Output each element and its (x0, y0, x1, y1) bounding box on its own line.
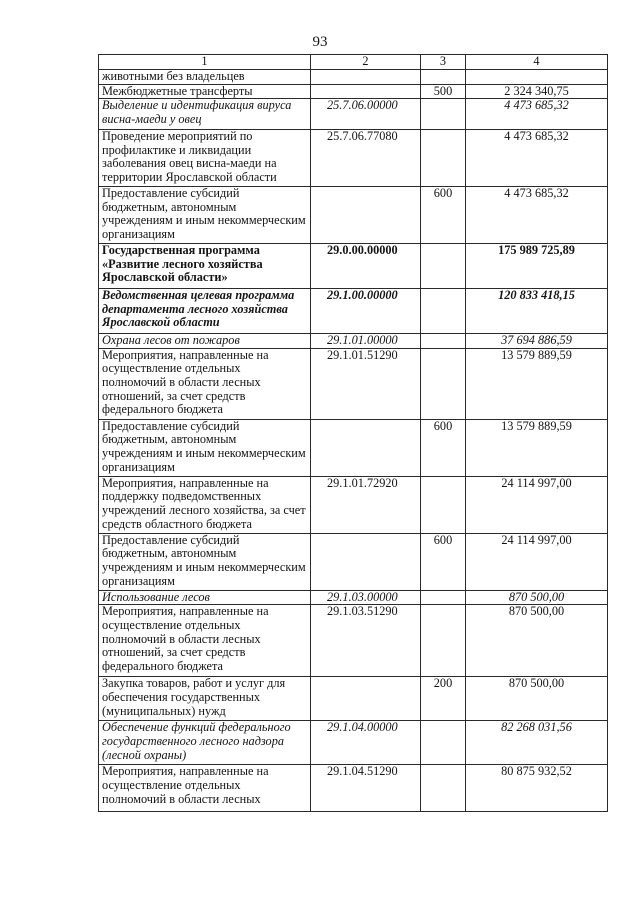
row-name: Использование лесов (99, 590, 311, 605)
row-name: животными без владельцев (99, 70, 311, 85)
row-amount: 870 500,00 (466, 590, 608, 605)
row-type (421, 348, 466, 419)
row-name: Мероприятия, направленные на осуществление отдельных полномочий в области лесных (99, 765, 311, 812)
table-row (99, 721, 608, 765)
table-row (99, 99, 608, 130)
row-code: 29.1.01.72920 (311, 476, 421, 533)
row-amount: 4 473 685,32 (466, 99, 608, 130)
row-code (311, 419, 421, 476)
table-row (99, 334, 608, 349)
row-code: 29.1.01.51290 (311, 348, 421, 419)
row-type (421, 721, 466, 765)
row-type (421, 476, 466, 533)
row-amount: 37 694 886,59 (466, 334, 608, 349)
row-type (421, 289, 466, 334)
header-col-2: 2 (311, 55, 421, 70)
budget-table (98, 54, 608, 812)
table-row (99, 677, 608, 721)
row-code: 25.7.06.77080 (311, 130, 421, 187)
table-row (99, 765, 608, 812)
header-col-3: 3 (421, 55, 466, 70)
table-row (99, 289, 608, 334)
row-code: 29.1.04.00000 (311, 721, 421, 765)
row-amount: 24 114 997,00 (466, 476, 608, 533)
row-name: Предоставление субсидий бюджетным, автономным учреждениям и иным некоммерческим организациям (99, 533, 311, 590)
row-code (311, 677, 421, 721)
header-row (99, 55, 608, 70)
row-name: Мероприятия, направленные на поддержку подведомственных учреждений лесного хозяйства, за счет средств областного бюджета (99, 476, 311, 533)
row-code (311, 533, 421, 590)
row-type (421, 605, 466, 677)
row-amount: 4 473 685,32 (466, 130, 608, 187)
row-type (421, 99, 466, 130)
row-code (311, 70, 421, 85)
table-row (99, 533, 608, 590)
row-code (311, 84, 421, 99)
row-amount: 13 579 889,59 (466, 348, 608, 419)
table-row (99, 605, 608, 677)
row-name: Государственная программа «Развитие лесного хозяйства Ярославской области» (99, 244, 311, 289)
row-amount: 80 875 932,52 (466, 765, 608, 812)
row-type (421, 590, 466, 605)
header-col-4: 4 (466, 55, 608, 70)
row-name: Выделение и идентификация вируса висна-маеди у овец (99, 99, 311, 130)
row-amount: 24 114 997,00 (466, 533, 608, 590)
row-name: Предоставление субсидий бюджетным, автономным учреждениям и иным некоммерческим организациям (99, 419, 311, 476)
row-amount: 175 989 725,89 (466, 244, 608, 289)
row-type (421, 765, 466, 812)
row-code: 29.1.03.00000 (311, 590, 421, 605)
row-amount: 120 833 418,15 (466, 289, 608, 334)
row-name: Мероприятия, направленные на осуществление отдельных полномочий в области лесных отношений, за счет средств федерального бюджета (99, 348, 311, 419)
row-type (421, 334, 466, 349)
row-type: 600 (421, 419, 466, 476)
row-type: 600 (421, 533, 466, 590)
page-number: 93 (312, 34, 328, 50)
table-row (99, 187, 608, 244)
row-type (421, 130, 466, 187)
row-code: 29.1.00.00000 (311, 289, 421, 334)
row-name: Закупка товаров, работ и услуг для обеспечения государственных (муниципальных) нужд (99, 677, 311, 721)
row-code: 25.7.06.00000 (311, 99, 421, 130)
table-row (99, 419, 608, 476)
table-row (99, 70, 608, 85)
row-amount: 2 324 340,75 (466, 84, 608, 99)
row-amount: 4 473 685,32 (466, 187, 608, 244)
table-row (99, 476, 608, 533)
table-row (99, 84, 608, 99)
row-amount: 82 268 031,56 (466, 721, 608, 765)
row-type (421, 70, 466, 85)
row-code: 29.0.00.00000 (311, 244, 421, 289)
row-name: Межбюджетные трансферты (99, 84, 311, 99)
row-code (311, 187, 421, 244)
row-amount: 13 579 889,59 (466, 419, 608, 476)
row-type: 600 (421, 187, 466, 244)
row-name: Обеспечение функций федерального государственного лесного надзора (лесной охраны) (99, 721, 311, 765)
row-type: 500 (421, 84, 466, 99)
row-name: Проведение мероприятий по профилактике и ликвидации заболевания овец висна-маеди на территории Ярославской области (99, 130, 311, 187)
row-amount: 870 500,00 (466, 605, 608, 677)
table-row (99, 348, 608, 419)
row-type (421, 244, 466, 289)
row-amount (466, 70, 608, 85)
row-type: 200 (421, 677, 466, 721)
header-col-1: 1 (99, 55, 311, 70)
table-row (99, 590, 608, 605)
row-name: Охрана лесов от пожаров (99, 334, 311, 349)
row-amount: 870 500,00 (466, 677, 608, 721)
row-name: Ведомственная целевая программа департамента лесного хозяйства Ярославской области (99, 289, 311, 334)
row-name: Мероприятия, направленные на осуществление отдельных полномочий в области лесных отношений, за счет средств федерального бюджета (99, 605, 311, 677)
table-row (99, 244, 608, 289)
row-name: Предоставление субсидий бюджетным, автономным учреждениям и иным некоммерческим организациям (99, 187, 311, 244)
table-row (99, 130, 608, 187)
row-code: 29.1.03.51290 (311, 605, 421, 677)
budget-table-body (99, 55, 608, 812)
row-code: 29.1.01.00000 (311, 334, 421, 349)
row-code: 29.1.04.51290 (311, 765, 421, 812)
